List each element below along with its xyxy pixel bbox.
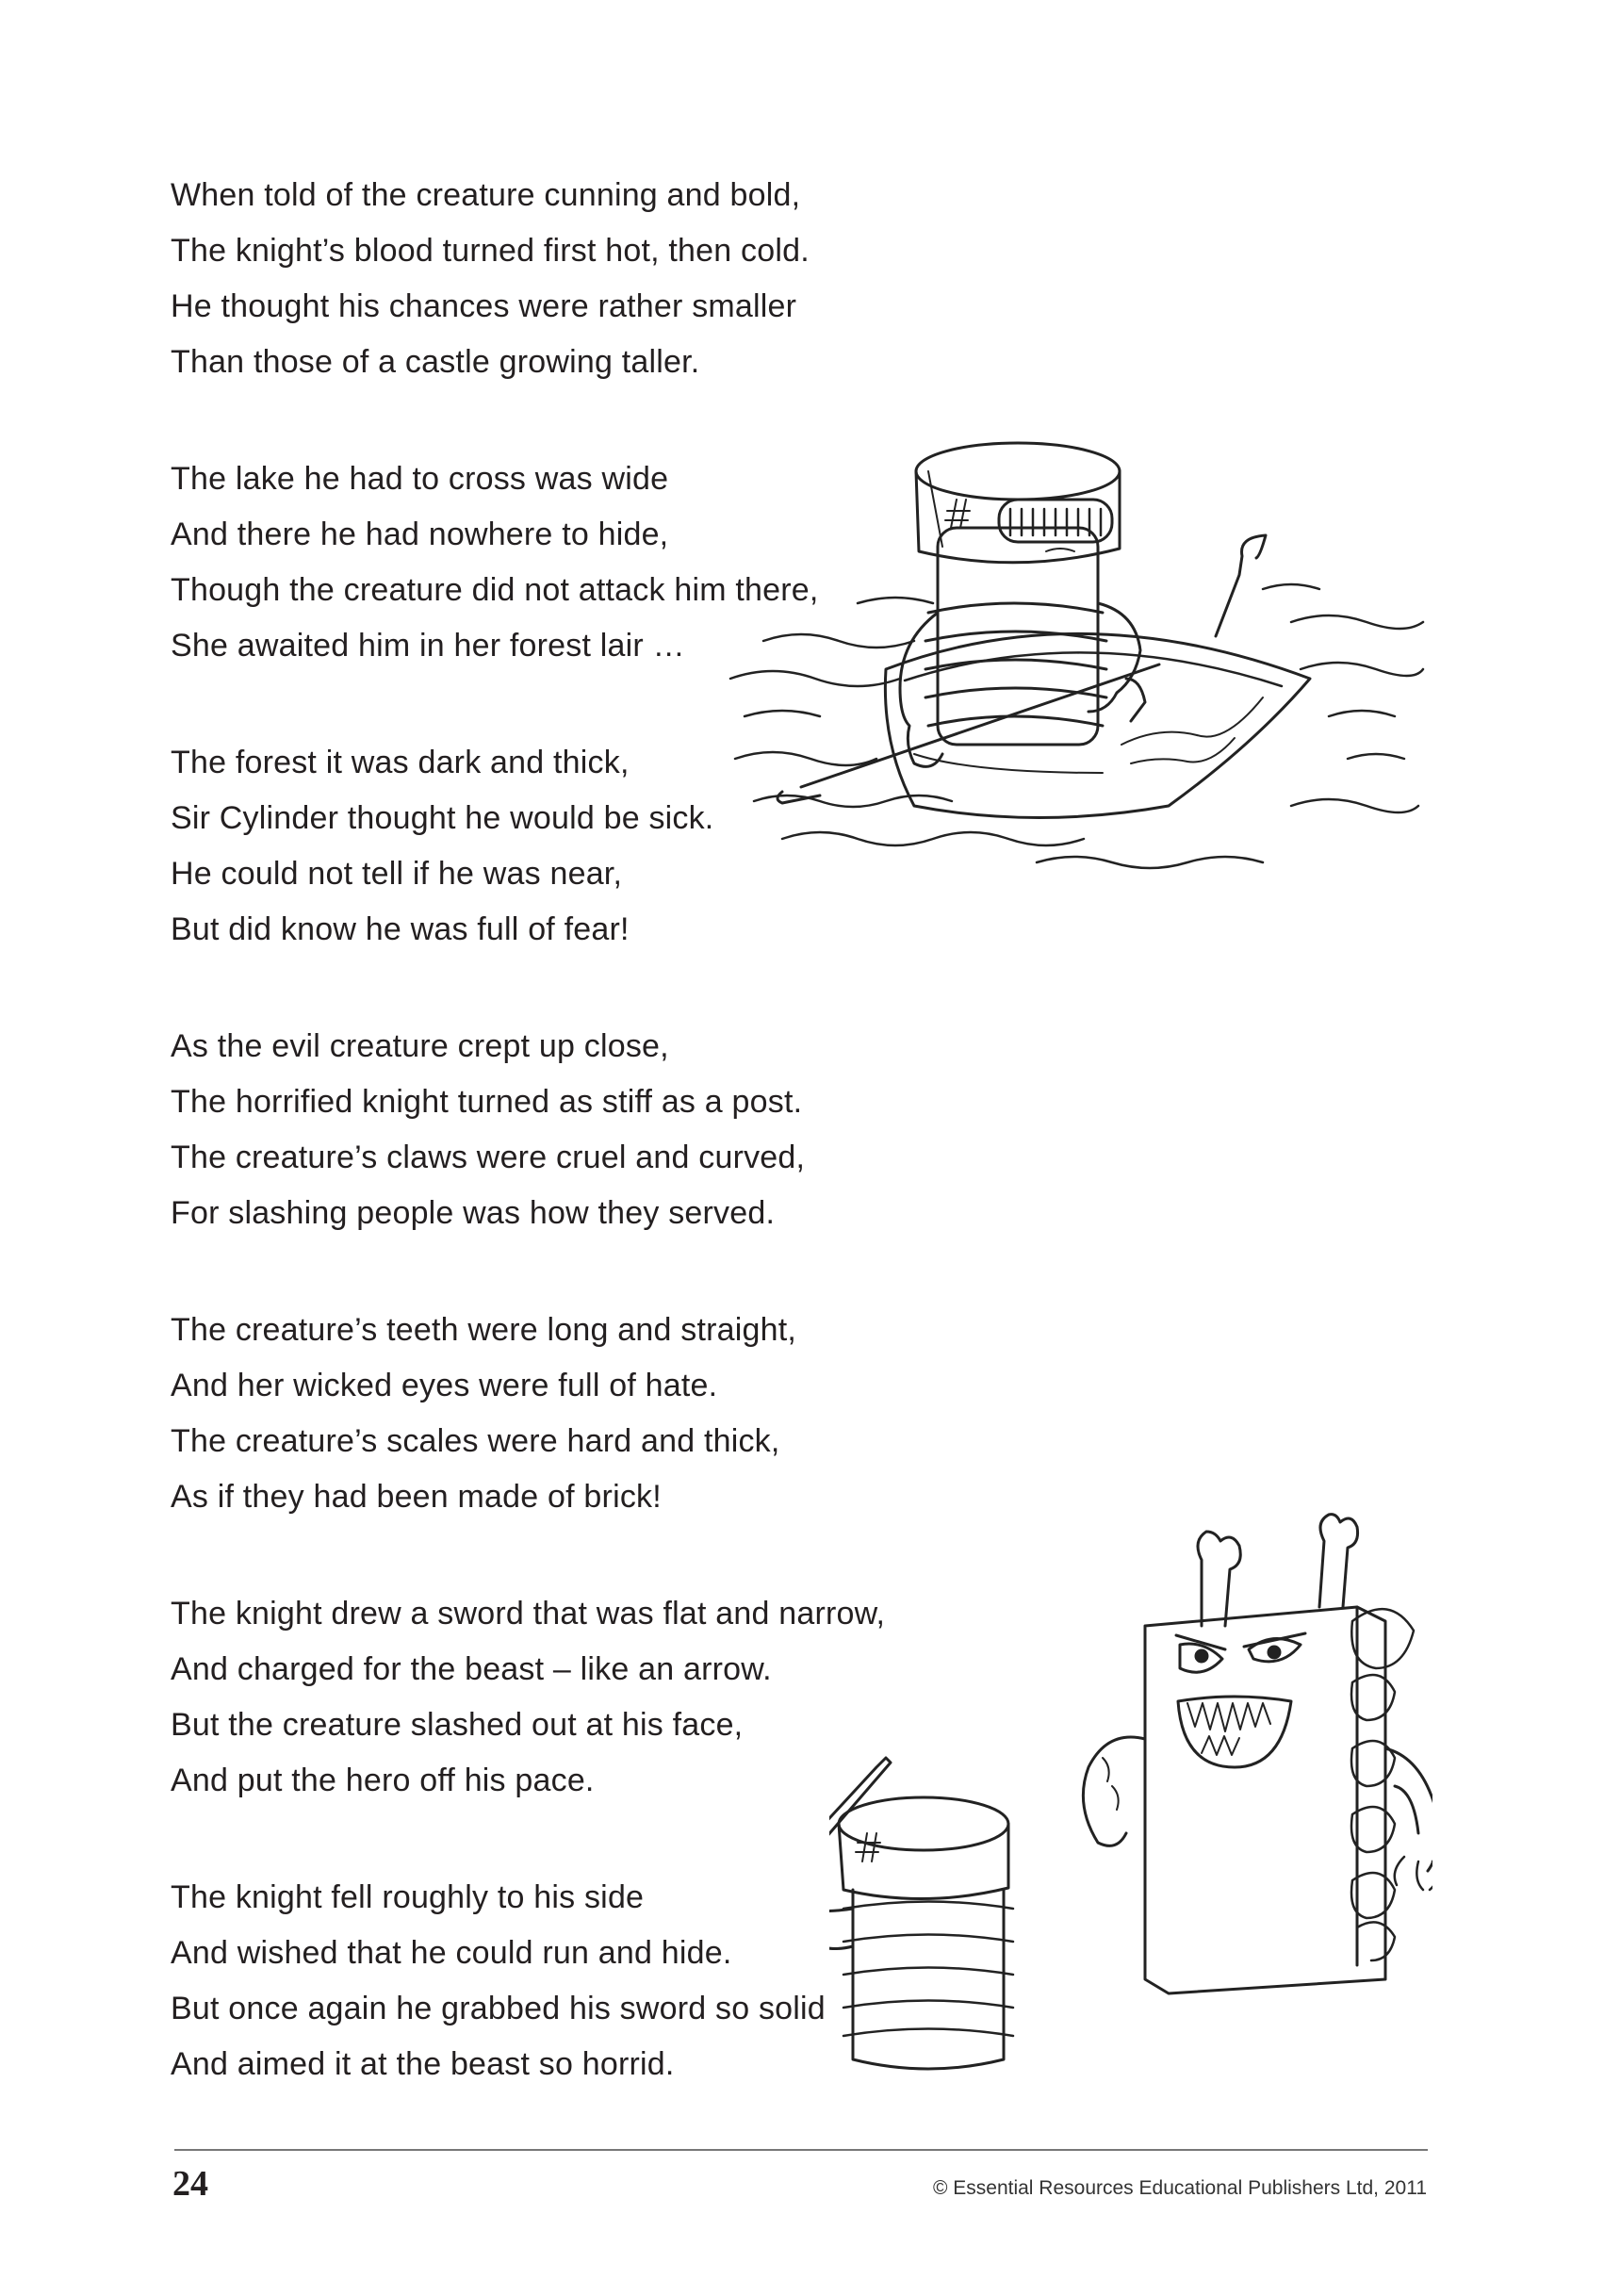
poem-line: And put the hero off his pace. xyxy=(171,1763,595,1798)
poem-line: For slashing people was how they served. xyxy=(171,1195,776,1231)
poem-line: And wished that he could run and hide. xyxy=(171,1935,732,1971)
poem-line: But the creature slashed out at his face, xyxy=(171,1707,744,1743)
poem-line: But did know he was full of fear! xyxy=(171,911,630,947)
creature-scales xyxy=(1351,1609,1414,1960)
poem-line: He could not tell if he was near, xyxy=(171,856,623,892)
poem-line: The lake he had to cross was wide xyxy=(171,461,669,497)
poem-line: The horrified knight turned as stiff as a post. xyxy=(171,1084,803,1120)
poem-line: The creature’s claws were cruel and curved, xyxy=(171,1140,806,1175)
poem-line: She awaited him in her forest lair … xyxy=(171,628,685,664)
poem-line: The knight’s blood turned first hot, then cold. xyxy=(171,233,810,269)
water-waves xyxy=(730,584,1423,868)
footer-divider xyxy=(174,2149,1428,2151)
poem-line: When told of the creature cunning and bold, xyxy=(171,177,801,213)
poem-line: But once again he grabbed his sword so solid xyxy=(171,1991,826,2026)
creature-eyes xyxy=(1176,1633,1305,1672)
poem-line: As the evil creature crept up close, xyxy=(171,1028,669,1064)
poem-line: The creature’s teeth were long and straight, xyxy=(171,1312,796,1348)
poem-line: The forest it was dark and thick, xyxy=(171,745,630,780)
knight-helmet xyxy=(916,443,1120,500)
knight-in-boat-illustration xyxy=(726,434,1432,886)
stanza-1 xyxy=(171,168,943,390)
poem-line: Though the creature did not attack him there, xyxy=(171,572,819,608)
oar xyxy=(1216,535,1266,636)
poem-line: And aimed it at the beast so horrid. xyxy=(171,2046,675,2082)
knight-armor-bands xyxy=(843,1902,1013,2037)
poem-line: And there he had nowhere to hide, xyxy=(171,517,669,552)
oar xyxy=(801,664,1159,787)
poem-line: As if they had been made of brick! xyxy=(171,1479,662,1515)
poem-line: Than those of a castle growing taller. xyxy=(171,344,700,380)
poem-line: He thought his chances were rather smaller xyxy=(171,288,797,324)
poem-line: The knight fell roughly to his side xyxy=(171,1879,645,1915)
poem-line: And her wicked eyes were full of hate. xyxy=(171,1368,718,1403)
poem-line: Sir Cylinder thought he would be sick. xyxy=(171,800,714,836)
copyright-notice: © Essential Resources Educational Publishers Ltd, 2011 xyxy=(932,2177,1427,2199)
page-number: 24 xyxy=(172,2164,208,2204)
stanza-7 xyxy=(171,1870,943,2092)
poem-line: The knight drew a sword that was flat and narrow, xyxy=(171,1596,886,1632)
knight-vs-creature-illustration xyxy=(829,1503,1432,2088)
knight-arm xyxy=(900,613,942,766)
stanza-5 xyxy=(171,1303,943,1525)
stanza-4 xyxy=(171,1019,943,1241)
poem-line: And charged for the beast – like an arrow. xyxy=(171,1651,772,1687)
stanza-6 xyxy=(171,1586,943,1809)
poem-line: The creature’s scales were hard and thick, xyxy=(171,1423,780,1459)
knight-body xyxy=(853,1890,1004,2069)
